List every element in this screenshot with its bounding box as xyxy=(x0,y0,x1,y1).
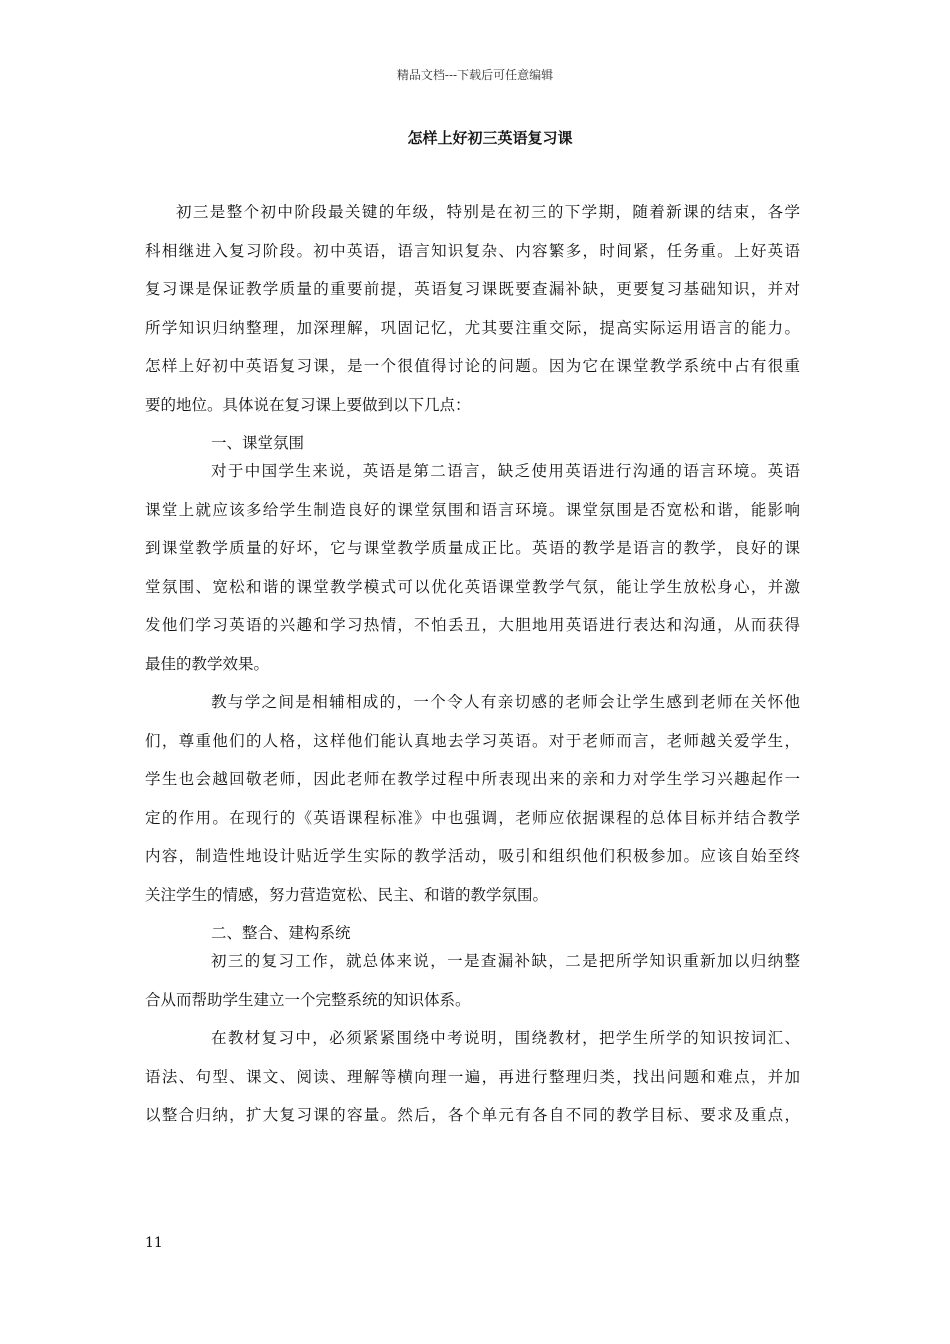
page-number: 11 xyxy=(145,1235,163,1251)
paragraph-line: 内容，制造性地设计贴近学生实际的教学活动，吸引和组织他们积极参加。应该自始至终 xyxy=(145,847,800,865)
paragraph-line: 对于中国学生来说，英语是第二语言，缺乏使用英语进行沟通的语言环境。英语 xyxy=(211,462,800,480)
paragraph-line: 怎样上好初中英语复习课，是一个很值得讨论的问题。因为它在课堂教学系统中占有很重 xyxy=(145,357,800,375)
header-note: 精品文档---下载后可任意编辑 xyxy=(396,68,554,82)
document-body xyxy=(145,198,800,1140)
document-title: 怎样上好初三英语复习课 xyxy=(407,129,573,147)
paragraph-line: 语法、句型、课文、阅读、理解等横向理一遍，再进行整理归类，找出问题和难点，并加 xyxy=(145,1067,800,1086)
paragraph-line: 以整合归纳，扩大复习课的容量。然后，各个单元有各自不同的教学目标、要求及重点， xyxy=(145,1106,800,1124)
paragraph-line: 合从而帮助学生建立一个完整系统的知识体系。 xyxy=(145,990,471,1009)
section-heading: 一、课堂氛围 xyxy=(211,434,305,452)
paragraph-line: 在教材复习中，必须紧紧围绕中考说明，围绕教材，把学生所学的知识按词汇、 xyxy=(211,1029,800,1047)
paragraph-line: 初三是整个初中阶段最关键的年级，特别是在初三的下学期，随着新课的结束，各学 xyxy=(176,203,800,221)
paragraph-line: 定的作用。在现行的《英语课程标准》中也强调，老师应依据课程的总体目标并结合教学 xyxy=(145,808,800,827)
paragraph-line: 学生也会越回敬老师，因此老师在教学过程中所表现出来的亲和力对学生学习兴趣起作一 xyxy=(145,770,800,788)
paragraph-line: 复习课是保证教学质量的重要前提，英语复习课既要查漏补缺，更要复习基础知识，并对 xyxy=(145,280,800,298)
paragraph-line: 堂氛围、宽松和谐的课堂教学模式可以优化英语课堂教学气氛，能让学生放松身心，并激 xyxy=(145,577,800,596)
paragraph-line: 到课堂教学质量的好坏，它与课堂教学质量成正比。英语的教学是语言的教学，良好的课 xyxy=(145,539,800,557)
section-heading: 二、整合、建构系统 xyxy=(211,924,351,942)
paragraph-line: 科相继进入复习阶段。初中英语，语言知识复杂、内容繁多，时间紧，任务重。上好英语 xyxy=(145,241,800,260)
paragraph-line: 教与学之间是相辅相成的，一个令人有亲切感的老师会让学生感到老师在关怀他 xyxy=(211,693,800,711)
paragraph-line: 课堂上就应该多给学生制造良好的课堂氛围和语言环境。课堂氛围是否宽松和谐，能影响 xyxy=(145,500,800,519)
paragraph-line: 要的地位。具体说在复习课上要做到以下几点： xyxy=(145,395,471,414)
paragraph-line: 们，尊重他们的人格，这样他们能认真地去学习英语。对于老师而言，老师越关爱学生， xyxy=(145,731,800,750)
paragraph-line: 最佳的教学效果。 xyxy=(145,654,270,673)
paragraph-line: 所学知识归纳整理，加深理解，巩固记忆，尤其要注重交际，提高实际运用语言的能力。 xyxy=(145,318,800,337)
paragraph-line: 初三的复习工作，就总体来说，一是查漏补缺，二是把所学知识重新加以归纳整 xyxy=(211,952,800,970)
paragraph-line: 发他们学习英语的兴趣和学习热情，不怕丢丑，大胆地用英语进行表达和沟通，从而获得 xyxy=(145,616,800,634)
paragraph-line: 关注学生的情感，努力营造宽松、民主、和谐的教学氛围。 xyxy=(145,885,549,904)
